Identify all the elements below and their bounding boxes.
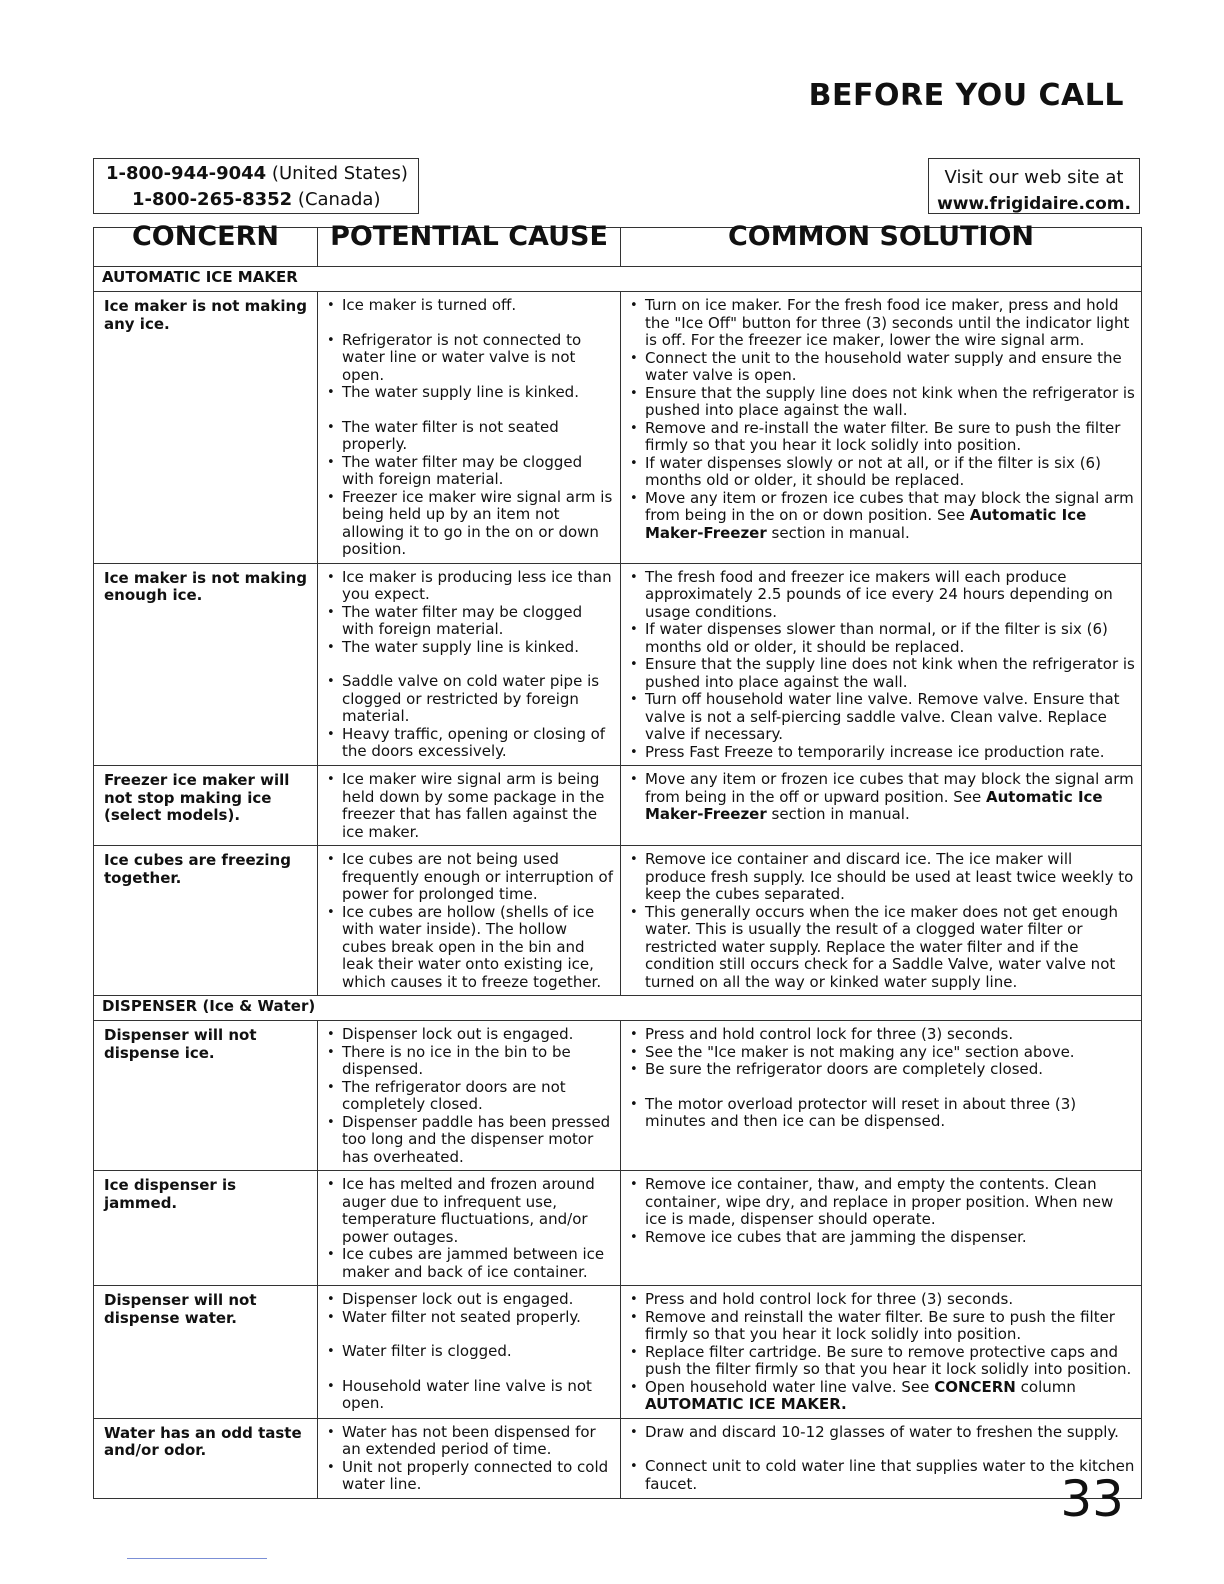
cause-cell	[318, 1171, 621, 1286]
table-body	[94, 267, 1142, 1499]
table-row	[94, 766, 1142, 846]
header-potential-cause: POTENTIAL CAUSE	[318, 228, 621, 267]
cause-item: • Ice maker is producing less ice than you expect.	[324, 569, 616, 604]
cause-item: • The water supply line is kinked.	[324, 384, 616, 402]
cause-cell	[318, 1418, 621, 1498]
troubleshooting-table	[93, 221, 1142, 1499]
solution-list	[627, 1291, 1137, 1414]
solution-item: • Ensure that the supply line does not kink when the refrigerator is pushed into place against the wall.	[627, 385, 1137, 420]
cause-item: • Dispenser paddle has been pressed too long and the dispenser motor has overheated.	[324, 1114, 616, 1167]
concern-cell: Freezer ice maker will not stop making ice (select models).	[94, 766, 318, 846]
concern-cell: Dispenser will not dispense ice.	[94, 1021, 318, 1171]
solution-item: • Press Fast Freeze to temporarily increase ice production rate.	[627, 744, 1137, 762]
cause-item: • Ice maker wire signal arm is being held down by some package in the freezer that has fallen against the ice maker.	[324, 771, 616, 841]
table-header-row	[94, 228, 1142, 267]
table-row	[94, 1171, 1142, 1286]
cause-list	[324, 1291, 616, 1413]
cause-list	[324, 1176, 616, 1281]
solution-item: • Draw and discard 10-12 glasses of water to freshen the supply.	[627, 1424, 1137, 1442]
concern-cell: Ice dispenser is jammed.	[94, 1171, 318, 1286]
solution-item: • The motor overload protector will reset in about three (3) minutes and then ice can be dispensed.	[627, 1096, 1137, 1131]
cause-item: • Freezer ice maker wire signal arm is being held up by an item not allowing it to go in the on or down position.	[324, 489, 616, 559]
cause-list	[324, 569, 616, 761]
solution-list	[627, 569, 1137, 762]
cause-item: • Ice has melted and frozen around auger due to infrequent use, temperature fluctuations, and/or power outages.	[324, 1176, 616, 1246]
us-phone-label: (United States)	[271, 163, 408, 184]
solution-item: • If water dispenses slowly or not at all, or if the filter is six (6) months old or older, it should be replaced.	[627, 455, 1137, 490]
cause-list	[324, 1424, 616, 1494]
cause-item: • The water filter is not seated properly.	[324, 419, 616, 454]
solution-item: • Ensure that the supply line does not kink when the refrigerator is pushed into place against the wall.	[627, 656, 1137, 691]
cause-item: • Unit not properly connected to cold water line.	[324, 1459, 616, 1494]
cause-cell	[318, 1286, 621, 1419]
phone-box	[93, 158, 419, 214]
cause-item: • Water filter is clogged.	[324, 1343, 616, 1361]
concern-cell: Ice maker is not making any ice.	[94, 292, 318, 564]
cause-cell	[318, 563, 621, 766]
solution-cell	[621, 292, 1142, 564]
cause-cell	[318, 292, 621, 564]
cause-item: • Water filter not seated properly.	[324, 1309, 616, 1327]
solution-cell	[621, 1286, 1142, 1419]
solution-cell	[621, 846, 1142, 996]
solution-list	[627, 297, 1137, 542]
website-box	[928, 158, 1140, 214]
cause-list	[324, 297, 616, 559]
cause-item: • Ice maker is turned off.	[324, 297, 616, 315]
solution-item: • Remove ice container and discard ice. The ice maker will produce fresh supply. Ice should be used at least twice weekly to keep the cubes separated.	[627, 851, 1137, 904]
cause-list	[324, 1026, 616, 1166]
solution-item: • Press and hold control lock for three (3) seconds.	[627, 1291, 1137, 1309]
website-text: Visit our web site at	[944, 167, 1124, 188]
cause-list	[324, 851, 616, 991]
canada-phone-label: (Canada)	[297, 189, 381, 210]
section-row	[94, 267, 1142, 292]
cause-item: • Household water line valve is not open.	[324, 1378, 616, 1413]
concern-cell: Ice maker is not making enough ice.	[94, 563, 318, 766]
cause-item: • Saddle valve on cold water pipe is clogged or restricted by foreign material.	[324, 673, 616, 726]
table-row	[94, 846, 1142, 996]
solution-list	[627, 851, 1137, 991]
section-title: AUTOMATIC ICE MAKER	[94, 267, 1142, 292]
cause-item: • Ice cubes are jammed between ice maker and back of ice container.	[324, 1246, 616, 1281]
concern-cell: Ice cubes are freezing together.	[94, 846, 318, 996]
solution-item: • Connect unit to cold water line that supplies water to the kitchen faucet.	[627, 1458, 1137, 1493]
solution-item: • If water dispenses slower than normal, or if the filter is six (6) months old or older, it should be replaced.	[627, 621, 1137, 656]
solution-item: • Remove ice container, thaw, and empty the contents. Clean container, wipe dry, and replace in proper position. When new ice is made, dispenser should operate.	[627, 1176, 1137, 1229]
cause-item: • The water filter may be clogged with foreign material.	[324, 604, 616, 639]
table-row	[94, 1418, 1142, 1498]
solution-cell	[621, 1021, 1142, 1171]
solution-item: • Open household water line valve. See CONCERN column AUTOMATIC ICE MAKER.	[627, 1379, 1137, 1414]
solution-item: • The fresh food and freezer ice makers will each produce approximately 2.5 pounds of ice every 24 hours depending on usage conditions.	[627, 569, 1137, 622]
solution-item: • Be sure the refrigerator doors are completely closed.	[627, 1061, 1137, 1079]
solution-list	[627, 1026, 1137, 1131]
cause-cell	[318, 1021, 621, 1171]
solution-item: • Remove ice cubes that are jamming the dispenser.	[627, 1229, 1137, 1247]
solution-item: • Turn on ice maker. For the fresh food ice maker, press and hold the "Ice Off" button for three (3) seconds until the indicator light is off. For the freezer ice maker, lower the wire signal arm.	[627, 297, 1137, 350]
website-link[interactable]: www.frigidaire.com.	[937, 194, 1131, 214]
solution-item: • Move any item or frozen ice cubes that may block the signal arm from being in the on or down position. See Automatic Ice Maker-Freezer section in manual.	[627, 490, 1137, 543]
cause-item: • Heavy traffic, opening or closing of the doors excessively.	[324, 726, 616, 761]
us-phone-number: 1-800-944-9044	[106, 163, 267, 184]
page-title: BEFORE YOU CALL	[808, 78, 1124, 113]
table-row	[94, 563, 1142, 766]
solution-item: • See the "Ice maker is not making any ice" section above.	[627, 1044, 1137, 1062]
page-number: 33	[1060, 1470, 1124, 1528]
cause-item: • The water supply line is kinked.	[324, 639, 616, 657]
table-row	[94, 1286, 1142, 1419]
concern-cell: Water has an odd taste and/or odor.	[94, 1418, 318, 1498]
solution-item: • Connect the unit to the household water supply and ensure the water valve is open.	[627, 350, 1137, 385]
cause-item: • There is no ice in the bin to be dispensed.	[324, 1044, 616, 1079]
table-row	[94, 292, 1142, 564]
cause-item: • The refrigerator doors are not completely closed.	[324, 1079, 616, 1114]
cause-item: • Ice cubes are hollow (shells of ice with water inside). The hollow cubes break open in the bin and leak their water onto existing ice, which causes it to freeze together.	[324, 904, 616, 992]
solution-item: • This generally occurs when the ice maker does not get enough water. This is usually the result of a clogged water filter or restricted water supply. Replace the water filter and if the condition still occurs check for a Saddle Valve, water valve not turned on all the way or kinked water supply line.	[627, 904, 1137, 992]
section-row	[94, 996, 1142, 1021]
cause-list	[324, 771, 616, 841]
cause-item: • Ice cubes are not being used frequently enough or interruption of power for prolonged time.	[324, 851, 616, 904]
solution-list	[627, 1176, 1137, 1246]
solution-item: • Remove and re-install the water filter. Be sure to push the filter firmly so that you hear it lock solidly into position.	[627, 420, 1137, 455]
header-concern: CONCERN	[94, 228, 318, 267]
solution-item: • Replace filter cartridge. Be sure to remove protective caps and push the filter firmly so that you hear it lock solidly into position.	[627, 1344, 1137, 1379]
solution-item: • Press and hold control lock for three (3) seconds.	[627, 1026, 1137, 1044]
canada-phone-number: 1-800-265-8352	[132, 189, 293, 210]
cause-item: • Dispenser lock out is engaged.	[324, 1291, 616, 1309]
footer-line	[127, 1558, 267, 1559]
solution-list	[627, 771, 1137, 824]
cause-item: • Refrigerator is not connected to water line or water valve is not open.	[324, 332, 616, 385]
concern-cell: Dispenser will not dispense water.	[94, 1286, 318, 1419]
cause-cell	[318, 846, 621, 996]
solution-cell	[621, 766, 1142, 846]
cause-item: • The water filter may be clogged with foreign material.	[324, 454, 616, 489]
solution-item: • Remove and reinstall the water filter. Be sure to push the filter firmly so that you hear it lock solidly into position.	[627, 1309, 1137, 1344]
cause-item: • Dispenser lock out is engaged.	[324, 1026, 616, 1044]
cause-item: • Water has not been dispensed for an extended period of time.	[324, 1424, 616, 1459]
section-title: DISPENSER (Ice & Water)	[94, 996, 1142, 1021]
cause-cell	[318, 766, 621, 846]
solution-cell	[621, 1171, 1142, 1286]
header-common-solution: COMMON SOLUTION	[621, 228, 1142, 267]
solution-item: • Turn off household water line valve. Remove valve. Ensure that valve is not a self-piercing saddle valve. Clean valve. Replace valve if necessary.	[627, 691, 1137, 744]
solution-cell	[621, 563, 1142, 766]
table-row	[94, 1021, 1142, 1171]
solution-item: • Move any item or frozen ice cubes that may block the signal arm from being in the off or upward position. See Automatic Ice Maker-Freezer section in manual.	[627, 771, 1137, 824]
